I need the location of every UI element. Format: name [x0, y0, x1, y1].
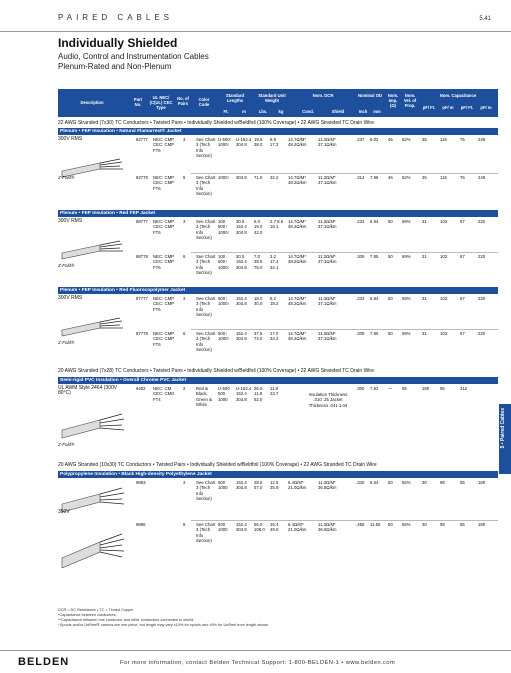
col-description: Description [80, 100, 104, 105]
weight-kg: 25.4 49.0 [270, 522, 279, 533]
cable-illustration [60, 482, 130, 512]
length-m: 152.4 304.8 [236, 480, 247, 491]
od-inch: .455 [356, 522, 365, 527]
cap-1: 30 [422, 522, 427, 527]
cap-3: 67 [460, 219, 465, 224]
col-std-unit-weight: Standard Unit Weight [258, 93, 286, 103]
velocity: 62% [402, 175, 411, 180]
weight-lbs: 7.0 38.5 75.0 [254, 254, 263, 270]
dcr-shield: 11.3Ω/M* 36.8Ω/km [318, 480, 337, 491]
sub-cond: Cond. [302, 109, 314, 114]
cable-illustration [60, 528, 130, 568]
sub-m: m [242, 109, 246, 114]
od-mm: 11.56 [370, 522, 381, 527]
cap-4: 220 [478, 296, 486, 301]
weight-kg: 11.8 23.7 [270, 386, 279, 397]
cap-3: 55 [460, 480, 465, 485]
cap-2: 102 [440, 254, 448, 259]
cap-1: 180 [422, 386, 430, 391]
pairs: 6 [183, 254, 186, 259]
od-mm: 6.02 [370, 137, 379, 142]
thickness-note: Insulation Thickness .010 .25 Jacket Thickness .041 1.04 [308, 392, 348, 408]
color-code: See Chart 3 (Tech Info Section) [196, 254, 216, 276]
color-code: Red & Black, Green & White [196, 386, 213, 408]
dcr-cond: 14.7Ω/M* 48.2Ω/km [288, 296, 307, 307]
dcr-shield: 11.3Ω/M* 36.8Ω/km [318, 522, 337, 533]
length-m: 152.4 304.8 [236, 522, 247, 533]
weight-kg: 12.9 25.9 [270, 480, 279, 491]
voltage-rating: 300V RMS [58, 295, 83, 301]
sub-inch: Inch [358, 109, 368, 114]
dcr-cond: 14.7Ω/M* 48.2Ω/km [288, 331, 307, 342]
color-code: See Chart 3 (Tech Info Section) [196, 522, 216, 544]
impedance: 46 [388, 137, 393, 142]
dcr-cond: 14.7Ω/M* 48.2Ω/km [288, 175, 307, 186]
sub-pf-1: pF/ Ft. [422, 105, 436, 110]
col-std-lengths: Standard Lengths [225, 93, 245, 103]
velocity: 69% [402, 296, 411, 301]
dcr-cond: 14.7Ω/M* 48.2Ω/km [288, 219, 307, 230]
cap-3: 76 [460, 175, 465, 180]
group-bar: Plenum • FEP Insulation • Red Fluorocopolymer Jacket [58, 287, 498, 294]
sub-shield: Shield [331, 109, 345, 114]
cap-3: 76 [460, 137, 465, 142]
weight-kg: 17.0 33.2 [270, 331, 279, 342]
dcr-cond: 6.4Ω/M* 21.0Ω/km [288, 480, 307, 491]
length-m: U-152.4 304.8 [236, 137, 252, 148]
cap-2: 102 [440, 219, 448, 224]
cap-4: 220 [478, 254, 486, 259]
group-bar: Plenum • FEP Insulation • Natural Flamarrest® Jacket [58, 128, 498, 135]
od-mm: 8.64 [370, 480, 379, 485]
product-group [58, 386, 498, 454]
pairs: 6 [183, 522, 186, 527]
pairs: 3 [183, 219, 186, 224]
ul-type: NEC: CMP CEC: CMP FT6 [153, 137, 174, 153]
sub-ft: Ft. [223, 109, 229, 114]
col-color-code: Color Code [198, 97, 210, 107]
impedance: — [388, 386, 393, 391]
color-code: See Chart 3 (Tech Info Section) [196, 219, 216, 241]
dcr-shield: 11.3Ω/M* 37.1Ω/km [318, 137, 337, 148]
od-inch: .314 [356, 175, 365, 180]
ul-type: NEC: CMP CEC: CMP FT6 [153, 296, 174, 312]
sub-mm: mm [373, 109, 381, 114]
group-bar: Plenum • FEP Insulation • Red FEP Jacket [58, 210, 498, 217]
impedance: 50 [388, 254, 393, 259]
pairs: 6 [183, 331, 186, 336]
part-number: 88777 [136, 219, 148, 224]
cap-1: 31 [422, 219, 427, 224]
part-number: 87778 [136, 331, 148, 336]
voltage-rating: UL AWM Style 2464 (300V 80°C) [58, 385, 118, 397]
col-nominal-od: Nominal OD [358, 93, 382, 98]
part-number: 82777 [136, 137, 148, 142]
length-ft: 500↑ 1000↑ [218, 331, 230, 342]
od-mm: 7.98 [370, 175, 379, 180]
cap-4: 180 [478, 480, 486, 485]
color-code: See Chart 3 (Tech Info Section) [196, 296, 216, 318]
zfold-label: Z-Fold® [58, 175, 75, 180]
dcr-cond: 14.7Ω/M* 48.2Ω/km [288, 137, 307, 148]
page-number: 5.41 [479, 16, 491, 22]
voltage-rating: 300V RMS [58, 218, 83, 224]
length-ft: 1000↑ [218, 175, 230, 180]
od-mm: 7.62 [370, 386, 379, 391]
cap-2: 95 [440, 386, 445, 391]
part-number: 88778 [136, 254, 148, 259]
sub-pf-2: pF/ Ft. [460, 105, 474, 110]
cap-2: 98 [440, 522, 445, 527]
od-inch: .237 [356, 137, 365, 142]
od-inch: .234 [356, 219, 365, 224]
cap-4: 249 [478, 175, 486, 180]
section-title: PAIRED CABLES [58, 13, 173, 22]
col-no-pairs: No. of Pairs [177, 96, 189, 106]
page-title: Individually Shielded [58, 36, 178, 50]
dcr-cond: 14.7Ω/M* 48.2Ω/km [288, 254, 307, 265]
length-ft: 500↑ 1000↑ [218, 296, 230, 307]
cap-2: 115 [440, 175, 447, 180]
length-m: 30.5 152.4 304.8 [236, 254, 247, 270]
part-number: 87777 [136, 296, 148, 301]
cap-1: 31 [422, 331, 427, 336]
product-group [58, 480, 498, 590]
sub-pfm-2: pF/ m [480, 105, 492, 110]
footnote: DCR = DC Resistance • TC = Tinned Copper [58, 608, 134, 612]
cap-4: 180 [478, 522, 486, 527]
cap-1: 31 [422, 254, 427, 259]
dcr-cond: 6.4Ω/M* 21.0Ω/km [288, 522, 307, 533]
weight-lbs: 26.0 11.8 52.0 [254, 386, 263, 402]
weight-lbs: 56.0 108.0 [254, 522, 265, 533]
weight-lbs: 6.0 19.0 42.0 [254, 219, 263, 235]
part-number: 9886 [136, 522, 146, 527]
velocity: 55 [402, 386, 407, 391]
color-code: See Chart 3 (Tech Info Section) [196, 480, 216, 502]
od-mm: 7.85 [370, 331, 379, 336]
od-mm: 7.85 [370, 254, 379, 259]
col-ul-nec: UL NEC/ (C(UL) CEC Type [149, 95, 173, 110]
group-bar: Semi-rigid PVC Insulation • Overall Chrome PVC Jacket [58, 377, 498, 384]
section-heading: 20 AWG Stranded (10x30) TC Conductors • Twisted Pairs • Individually Shielded w/Beldfoil (100% Coverage) • 22 AWG Stranded TC Drain Wire [58, 462, 377, 468]
weight-lbs: 18.0 40.0 [254, 296, 263, 307]
cap-2: 115 [440, 137, 447, 142]
part-number: 9402 [136, 386, 146, 391]
pairs: 2 [183, 386, 186, 391]
footnotes [58, 608, 269, 628]
product-group [58, 296, 498, 362]
length-m: U-152.4 152.4 304.8 [236, 386, 252, 402]
length-ft: 100 500↑ 1000↑ [218, 219, 230, 235]
contact-line: For more information, contact Belden Technical Support: 1-800-BELDEN-1 • www.belden.com [120, 660, 396, 666]
velocity: 69% [402, 331, 411, 336]
weight-kg: 2.7 8.6 19.1 [270, 219, 284, 230]
cap-2: 98 [440, 480, 445, 485]
weight-kg: 32.2 [270, 175, 279, 180]
cap-1: 35 [422, 175, 427, 180]
od-inch: .300 [356, 386, 365, 391]
group-bar: Polypropylene Insulation • Black High-density Polyethylene Jacket [58, 471, 498, 478]
cap-4: 220 [478, 331, 486, 336]
dcr-shield: 11.3Ω/M* 37.1Ω/km [318, 296, 337, 307]
od-inch: .309 [356, 331, 365, 336]
col-part-no: Part No. [133, 97, 143, 107]
cable-illustration [60, 310, 130, 338]
part-number: 9883 [136, 480, 146, 485]
zfold-label: Z-Fold® [58, 340, 75, 345]
velocity: 66% [402, 480, 411, 485]
cap-1: 31 [422, 296, 427, 301]
length-ft: U-500↑ 1000↑ [218, 137, 232, 148]
footnote: ↑Spools and/or UnReel® cartons are one piece, but length may vary ±10% for spools and ±5% for UnReel from length shown. [58, 623, 270, 627]
footnote: **Capacitance between one conductor and other conductors connected to shield. [58, 618, 195, 622]
product-group [58, 137, 498, 207]
cap-1: 30 [422, 480, 427, 485]
cap-1: 35 [422, 137, 427, 142]
subtitle-line-2: Plenum-Rated and Non-Plenum [58, 62, 172, 71]
cap-3: 312 [460, 386, 468, 391]
pairs: 6 [183, 175, 186, 180]
length-m: 30.5 152.4 304.8 [236, 219, 247, 235]
od-inch: .234 [356, 296, 365, 301]
ul-type: NEC: CMP CEC: CMP FT6 [153, 254, 174, 270]
col-nom-dcr: Nom. DCR [312, 93, 334, 98]
cable-illustration [60, 233, 130, 261]
cap-3: 67 [460, 331, 465, 336]
od-mm: 5.94 [370, 219, 379, 224]
length-ft: U-500 500 1000 [218, 386, 230, 402]
side-tab[interactable] [499, 404, 511, 474]
impedance: 50 [388, 331, 393, 336]
part-number: 82778 [136, 175, 148, 180]
col-nom-vel: Nom. Vel. of Prop. [403, 93, 417, 108]
length-m: 152.4 304.8 [236, 331, 247, 342]
od-inch: .340 [356, 480, 365, 485]
impedance: 50 [388, 296, 393, 301]
pairs: 3 [183, 296, 186, 301]
velocity: 62% [402, 137, 411, 142]
length-m: 152.4 304.8 [236, 296, 247, 307]
ul-type: NEC: CMP CEC: CMP FT6 [153, 175, 174, 191]
weight-kg: 8.2 18.2 [270, 296, 279, 307]
cap-3: 55 [460, 522, 465, 527]
cable-illustration [60, 406, 130, 440]
color-code: See Chart 3 (Tech Info Section) [196, 175, 216, 197]
color-code: See Chart 3 (Tech Info Section) [196, 137, 216, 159]
page-footer [0, 650, 511, 673]
cap-2: 102 [440, 296, 448, 301]
col-nom-capacitance: Nom. Capacitance [439, 93, 477, 98]
weight-lbs: 37.5 73.0 [254, 331, 263, 342]
length-ft: 100 500↑ 1000↑ [218, 254, 230, 270]
footnote: *Capacitance between conductors. [58, 613, 117, 617]
dcr-shield: 11.3Ω/M* 37.1Ω/km [318, 331, 337, 342]
impedance: 50 [388, 480, 393, 485]
dcr-shield: 11.3Ω/M* 37.1Ω/km [318, 175, 337, 186]
velocity: 69% [402, 254, 411, 259]
sub-kg: kg [278, 109, 284, 114]
weight-lbs: 28.5 57.0 [254, 480, 263, 491]
weight-kg: 8.9 17.3 [270, 137, 279, 148]
zfold-label: Z-Fold® [58, 263, 75, 268]
impedance: 50 [388, 219, 393, 224]
od-mm: 5.94 [370, 296, 379, 301]
subtitle-line-1: Audio, Control and Instrumentation Cables [58, 52, 209, 61]
ul-type: NEC: CM CEC: CMG FT4 [153, 386, 175, 402]
section-heading: 22 AWG Stranded (7x30) TC Conductors • Twisted Pairs • Individually Shielded w/Beldfoil (100% Coverage) • 22 AWG Stranded TC Drain Wire [58, 120, 374, 126]
table-header [58, 89, 498, 117]
sub-pfm-1: pF/ m [442, 105, 454, 110]
weight-lbs: 71.0 [254, 175, 263, 180]
length-ft: 500 1000 [218, 480, 228, 491]
cap-4: 220 [478, 219, 486, 224]
cap-4: 249 [478, 137, 486, 142]
cap-3: 67 [460, 296, 465, 301]
ul-type: NEC: CMP CEC: CMP FT6 [153, 219, 174, 235]
voltage-rating: 300V RMS [58, 136, 83, 142]
velocity: 66% [402, 522, 411, 527]
page-header [0, 0, 511, 32]
dcr-shield: 11.3Ω/M* 37.1Ω/km [318, 219, 337, 230]
dcr-shield: 11.3Ω/M* 37.1Ω/km [318, 254, 337, 265]
sub-lbs: Lbs. [258, 109, 268, 114]
impedance: 46 [388, 175, 393, 180]
color-code: See Chart 3 (Tech Info Section) [196, 331, 216, 353]
side-tab-label: 5 • Paired Cables [500, 408, 506, 449]
voltage-rating: 350V [58, 509, 70, 515]
zfold-label: Z-Fold® [58, 442, 75, 447]
ul-type: NEC: CMP CEC: CMP FT6 [153, 331, 174, 347]
product-group [58, 219, 498, 285]
impedance: 50 [388, 522, 393, 527]
belden-logo: BELDEN [18, 656, 70, 668]
velocity: 69% [402, 219, 411, 224]
cap-2: 102 [440, 331, 448, 336]
weight-kg: 3.2 17.4 34.1 [270, 254, 279, 270]
pairs: 3 [183, 480, 186, 485]
length-ft: 500 1000 [218, 522, 228, 533]
pairs: 3 [183, 137, 186, 142]
od-inch: .309 [356, 254, 365, 259]
length-m: 304.8 [236, 175, 247, 180]
weight-lbs: 19.5 38.0 [254, 137, 263, 148]
section-heading: 20 AWG Stranded (7x28) TC Conductors • Twisted Pairs • Individually Shielded w/Beldfoil (100% Coverage) • 22 AWG Stranded TC Drain Wire [58, 368, 374, 374]
col-nom-imp: Nom. Imp. (Ω) [387, 93, 399, 108]
cap-3: 67 [460, 254, 465, 259]
